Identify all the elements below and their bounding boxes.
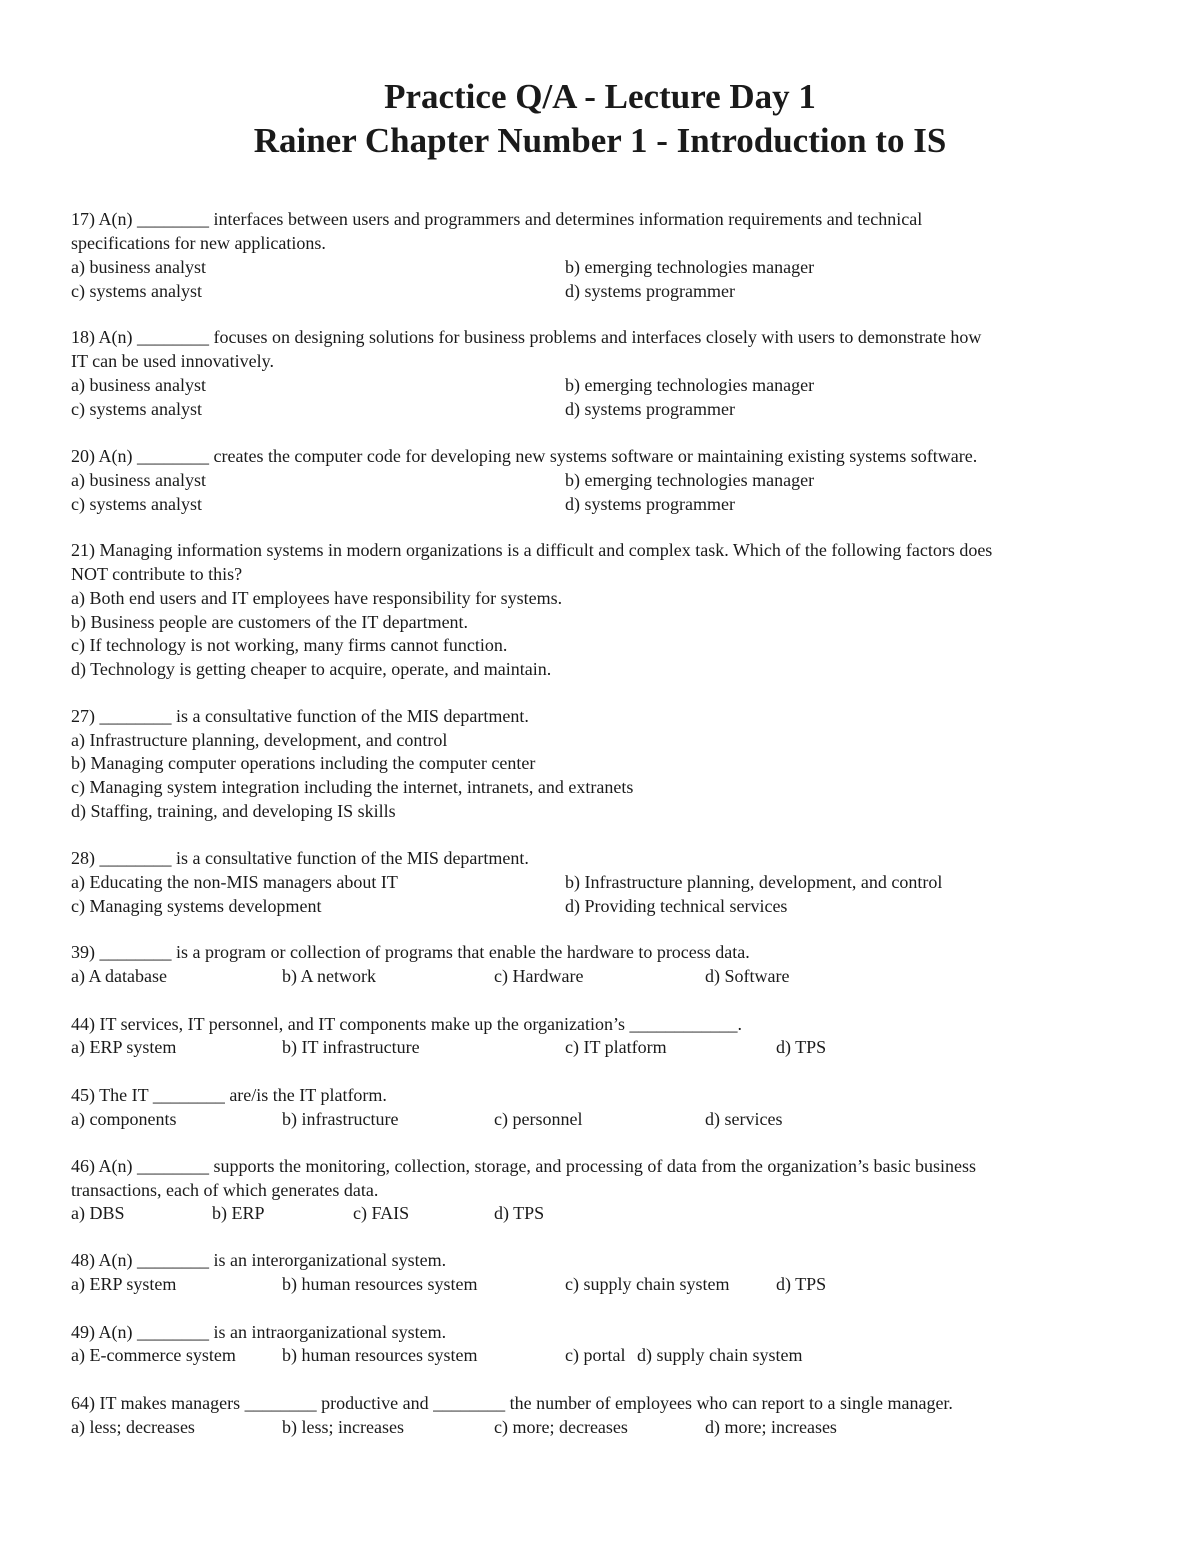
option-d: d) more; increases [705, 1417, 837, 1437]
question-64-stem-line-1: 64) IT makes managers ________ productive and ________ the number of employees who can report to a single manager. [71, 1393, 953, 1413]
option-b: b) Infrastructure planning, development, and control [565, 872, 943, 892]
option-d: d) supply chain system [637, 1345, 803, 1365]
option-d: d) TPS [776, 1274, 827, 1294]
option-a: a) components [71, 1109, 177, 1129]
option-a: a) Educating the non-MIS managers about IT [71, 872, 398, 892]
question-39-stem-line-1: 39) ________ is a program or collection of programs that enable the hardware to process data. [71, 942, 750, 962]
question-18-stem-line-1: 18) A(n) ________ focuses on designing solutions for business problems and interfaces closely with users to demonstrate how [71, 327, 982, 347]
question-45-stem-line-1: 45) The IT ________ are/is the IT platform. [71, 1085, 387, 1105]
option-b: b) ERP [212, 1203, 265, 1223]
question-21-stem-line-1: 21) Managing information systems in modern organizations is a difficult and complex task. Which of the following factors does [71, 540, 993, 560]
question-21-option-b: b) Business people are customers of the IT department. [71, 612, 469, 632]
option-b: b) human resources system [282, 1274, 478, 1294]
option-a: a) ERP system [71, 1037, 177, 1057]
option-a: a) ERP system [71, 1274, 177, 1294]
page-subtitle: Rainer Chapter Number 1 - Introduction to IS [253, 121, 947, 160]
option-b: b) IT infrastructure [282, 1037, 420, 1057]
option-a: a) business analyst [71, 257, 206, 277]
question-49-stem-line-1: 49) A(n) ________ is an intraorganizational system. [71, 1322, 447, 1342]
option-c: c) more; decreases [494, 1417, 628, 1437]
option-c: c) Managing systems development [71, 896, 322, 916]
option-d: d) systems programmer [565, 399, 735, 419]
option-a: a) A database [71, 966, 167, 986]
question-27-option-d: d) Staffing, training, and developing IS skills [71, 801, 396, 821]
option-d: d) TPS [494, 1203, 545, 1223]
question-18-stem-line-2: IT can be used innovatively. [71, 351, 274, 371]
option-a: a) less; decreases [71, 1417, 195, 1437]
option-d: d) Providing technical services [565, 896, 788, 916]
question-27-option-c: c) Managing system integration including the internet, intranets, and extranets [71, 777, 634, 797]
option-c: c) supply chain system [565, 1274, 730, 1294]
question-21-option-d: d) Technology is getting cheaper to acquire, operate, and maintain. [71, 659, 552, 679]
option-b: b) emerging technologies manager [565, 257, 815, 277]
option-c: c) systems analyst [71, 281, 202, 301]
option-c: c) systems analyst [71, 494, 202, 514]
option-b: b) human resources system [282, 1345, 478, 1365]
option-b: b) less; increases [282, 1417, 404, 1437]
option-a: a) DBS [71, 1203, 125, 1223]
question-28-stem-line-1: 28) ________ is a consultative function of the MIS department. [71, 848, 529, 868]
option-b: b) infrastructure [282, 1109, 399, 1129]
option-d: d) Software [705, 966, 790, 986]
option-d: d) systems programmer [565, 281, 735, 301]
question-21-option-c: c) If technology is not working, many firms cannot function. [71, 635, 508, 655]
option-c: c) FAIS [353, 1203, 410, 1223]
option-b: b) emerging technologies manager [565, 375, 815, 395]
option-d: d) TPS [776, 1037, 827, 1057]
question-48-stem-line-1: 48) A(n) ________ is an interorganizational system. [71, 1250, 447, 1270]
question-17-stem-line-1: 17) A(n) ________ interfaces between users and programmers and determines information requirements and technical [71, 209, 923, 229]
option-c: c) systems analyst [71, 399, 202, 419]
page-title: Practice Q/A - Lecture Day 1 [384, 77, 816, 116]
question-17-stem-line-2: specifications for new applications. [71, 233, 326, 253]
option-c: c) Hardware [494, 966, 584, 986]
question-27-option-b: b) Managing computer operations including the computer center [71, 753, 536, 773]
question-20-stem-line-1: 20) A(n) ________ creates the computer code for developing new systems software or maintaining existing systems software. [71, 446, 978, 466]
option-d: d) services [705, 1109, 783, 1129]
option-b: b) A network [282, 966, 376, 986]
question-27-option-a: a) Infrastructure planning, development, and control [71, 730, 448, 750]
option-a: a) business analyst [71, 375, 206, 395]
option-b: b) emerging technologies manager [565, 470, 815, 490]
option-c: c) portal [565, 1345, 626, 1365]
question-27-stem-line-1: 27) ________ is a consultative function of the MIS department. [71, 706, 529, 726]
question-46-stem-line-1: 46) A(n) ________ supports the monitoring, collection, storage, and processing of data from the organization’s basic business [71, 1156, 976, 1176]
option-c: c) IT platform [565, 1037, 667, 1057]
option-d: d) systems programmer [565, 494, 735, 514]
option-c: c) personnel [494, 1109, 583, 1129]
option-a: a) business analyst [71, 470, 206, 490]
question-46-stem-line-2: transactions, each of which generates data. [71, 1180, 379, 1200]
option-a: a) E-commerce system [71, 1345, 236, 1365]
question-44-stem-line-1: 44) IT services, IT personnel, and IT components make up the organization’s ____________. [71, 1014, 743, 1034]
question-21-option-a: a) Both end users and IT employees have responsibility for systems. [71, 588, 563, 608]
question-21-stem-line-2: NOT contribute to this? [71, 564, 243, 584]
